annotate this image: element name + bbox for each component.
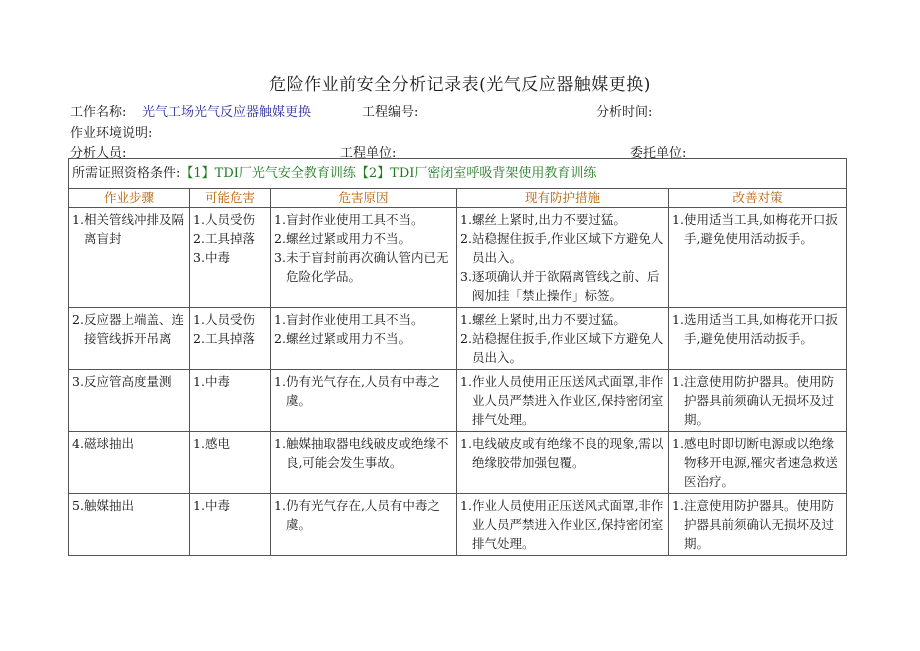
table-cell-measure (457, 494, 669, 556)
item-text: 相关管线冲排及隔离盲封 (83, 212, 184, 246)
list-item (460, 434, 665, 472)
item-number: 1. (193, 374, 205, 389)
list-item (72, 210, 186, 248)
item-text: 注意使用防护器具。使用防护器具前须确认无损坏及过期。 (683, 374, 834, 427)
table-cell-cause (271, 370, 457, 432)
table-cell-step (69, 494, 190, 556)
list-item (274, 372, 453, 410)
item-text: 盲封作业使用工具不当。 (285, 312, 424, 327)
table-cell-measure (457, 208, 669, 308)
table-cell-hazard (190, 494, 271, 556)
table-cell-cause (271, 308, 457, 370)
item-number: 1. (274, 436, 286, 451)
table-cell-cause (271, 208, 457, 308)
item-text: 反应管高度量测 (83, 374, 172, 389)
item-text: 作业人员使用正压送风式面罩,非作业人员严禁进入作业区,保持密闭室排气处理。 (471, 498, 664, 551)
project-no-label: 工程编号: (362, 105, 419, 120)
item-text: 逐项确认并于欲隔离管线之前、后阀加挂「禁止操作」标签。 (471, 269, 660, 303)
item-text: 注意使用防护器具。使用防护器具前须确认无损坏及过期。 (683, 498, 834, 551)
list-item (460, 496, 665, 553)
job-name-value: 光气工场光气反应器触媒更换 (142, 105, 312, 120)
table-cell-hazard (190, 370, 271, 432)
client-unit-label: 委托单位: (630, 146, 687, 161)
item-number: 1. (193, 212, 205, 227)
item-number: 1. (460, 436, 472, 451)
item-number: 3. (460, 269, 472, 284)
table-cell-improve (669, 308, 847, 370)
item-number: 2. (460, 331, 472, 346)
item-number: 1. (460, 498, 472, 513)
item-number: 1. (72, 212, 84, 227)
item-number: 1. (460, 212, 472, 227)
item-text: 站稳握住扳手,作业区域下方避免人员出入。 (471, 231, 664, 265)
item-text: 人员受伤 (204, 212, 255, 227)
list-item (672, 496, 843, 553)
header-row (69, 189, 847, 208)
item-text: 人员受伤 (204, 312, 255, 327)
list-item (193, 496, 267, 515)
item-number: 2. (460, 231, 472, 246)
table-row (69, 370, 847, 432)
analysis-time-label: 分析时间: (596, 105, 653, 120)
item-text: 未于盲封前再次确认管内已无危险化学品。 (285, 250, 449, 284)
job-name-label: 工作名称: (70, 105, 127, 120)
item-number: 1. (672, 374, 684, 389)
list-item (460, 210, 665, 229)
item-text: 中毒 (204, 498, 230, 513)
project-unit-label: 工程单位: (340, 146, 397, 161)
list-item (460, 372, 665, 429)
list-item (274, 210, 453, 229)
list-item (274, 329, 453, 348)
list-item (274, 248, 453, 286)
requirement-2: 【2】TDI厂密闭室呼吸背架使用教育训练 (355, 166, 597, 181)
list-item (274, 496, 453, 534)
list-item (672, 310, 843, 348)
page-title: 危险作业前安全分析记录表(光气反应器触媒更换) (269, 75, 651, 95)
table-cell-cause (271, 494, 457, 556)
table-row (69, 432, 847, 494)
env-desc-label: 作业环境说明: (70, 126, 153, 141)
item-number: 3. (193, 250, 205, 265)
item-text: 电线破皮或有绝缘不良的现象,需以绝缘胶带加强包覆。 (471, 436, 664, 470)
list-item (72, 434, 186, 453)
list-item (672, 434, 843, 491)
item-text: 螺丝过紧或用力不当。 (285, 231, 411, 246)
list-item (672, 210, 843, 248)
item-text: 磁球抽出 (83, 436, 134, 451)
item-text: 作业人员使用正压送风式面罩,非作业人员严禁进入作业区,保持密闭室排气处理。 (471, 374, 664, 427)
item-text: 感电 (204, 436, 230, 451)
table-cell-improve (669, 370, 847, 432)
list-item (193, 434, 267, 453)
item-number: 2. (274, 331, 286, 346)
item-text: 仍有光气存在,人员有中毒之虞。 (285, 498, 440, 532)
table-cell-hazard (190, 432, 271, 494)
list-item (193, 329, 267, 348)
table-cell-step (69, 308, 190, 370)
item-number: 1. (274, 374, 286, 389)
list-item (460, 310, 665, 329)
list-item (274, 434, 453, 472)
table-cell-hazard (190, 208, 271, 308)
list-item (460, 229, 665, 267)
list-item (193, 310, 267, 329)
item-number: 1. (193, 312, 205, 327)
item-number: 1. (193, 436, 205, 451)
column-header-cause: 危害原因 (271, 189, 457, 208)
list-item (193, 229, 267, 248)
table-cell-hazard (190, 308, 271, 370)
list-item (460, 267, 665, 305)
table-row (69, 308, 847, 370)
list-item (193, 248, 267, 267)
item-number: 1. (672, 212, 684, 227)
item-text: 触媒抽取器电线破皮或绝缘不良,可能会发生事故。 (285, 436, 449, 470)
table-cell-measure (457, 432, 669, 494)
table-cell-step (69, 370, 190, 432)
list-item (72, 310, 186, 348)
item-text: 仍有光气存在,人员有中毒之虞。 (285, 374, 440, 408)
list-item (274, 229, 453, 248)
item-number: 3. (274, 250, 286, 265)
table-cell-improve (669, 208, 847, 308)
requirement-1: 【1】TDI厂光气安全教育训练 (180, 166, 356, 181)
table-cell-step (69, 432, 190, 494)
list-item (460, 329, 665, 367)
analyst-label: 分析人员: (70, 146, 127, 161)
item-number: 5. (72, 498, 84, 513)
table-row (69, 208, 847, 308)
requirements-label: 所需证照资格条件: (72, 166, 181, 181)
list-item (193, 210, 267, 229)
item-number: 1. (193, 498, 205, 513)
list-item (193, 372, 267, 391)
item-number: 2. (72, 312, 84, 327)
item-text: 感电时即切断电源或以绝缘物移开电源,罹灾者速急救送医治疗。 (683, 436, 838, 489)
item-number: 1. (274, 312, 286, 327)
item-text: 盲封作业使用工具不当。 (285, 212, 424, 227)
item-number: 1. (672, 498, 684, 513)
list-item (274, 310, 453, 329)
table-cell-improve (669, 494, 847, 556)
column-header-step: 作业步骤 (69, 189, 190, 208)
item-text: 触媒抽出 (83, 498, 134, 513)
item-text: 螺丝上紧时,出力不要过猛。 (471, 312, 626, 327)
item-number: 3. (72, 374, 84, 389)
table-cell-cause (271, 432, 457, 494)
item-text: 反应器上端盖、连接管线拆开吊离 (83, 312, 184, 346)
item-text: 中毒 (204, 250, 230, 265)
item-number: 2. (274, 231, 286, 246)
list-item (672, 372, 843, 429)
item-text: 选用适当工具,如梅花开口扳手,避免使用活动扳手。 (683, 312, 838, 346)
item-text: 螺丝上紧时,出力不要过猛。 (471, 212, 626, 227)
item-number: 4. (72, 436, 84, 451)
list-item (72, 372, 186, 391)
analysis-table (68, 158, 847, 556)
item-number: 1. (672, 436, 684, 451)
table-cell-improve (669, 432, 847, 494)
item-number: 1. (274, 212, 286, 227)
item-number: 1. (460, 374, 472, 389)
item-text: 中毒 (204, 374, 230, 389)
list-item (72, 496, 186, 515)
table-row (69, 494, 847, 556)
item-number: 1. (274, 498, 286, 513)
table-cell-measure (457, 308, 669, 370)
column-header-hazard: 可能危害 (190, 189, 271, 208)
item-text: 工具掉落 (204, 231, 255, 246)
table-cell-step (69, 208, 190, 308)
item-text: 使用适当工具,如梅花开口扳手,避免使用活动扳手。 (683, 212, 838, 246)
item-text: 螺丝过紧或用力不当。 (285, 331, 411, 346)
item-number: 1. (672, 312, 684, 327)
column-header-measure: 现有防护措施 (457, 189, 669, 208)
requirements-cell (69, 159, 847, 189)
item-number: 2. (193, 331, 205, 346)
item-text: 工具掉落 (204, 331, 255, 346)
column-header-improve: 改善对策 (669, 189, 847, 208)
table-cell-measure (457, 370, 669, 432)
requirements-row (69, 159, 847, 189)
item-text: 站稳握住扳手,作业区域下方避免人员出入。 (471, 331, 664, 365)
item-number: 2. (193, 231, 205, 246)
item-number: 1. (460, 312, 472, 327)
